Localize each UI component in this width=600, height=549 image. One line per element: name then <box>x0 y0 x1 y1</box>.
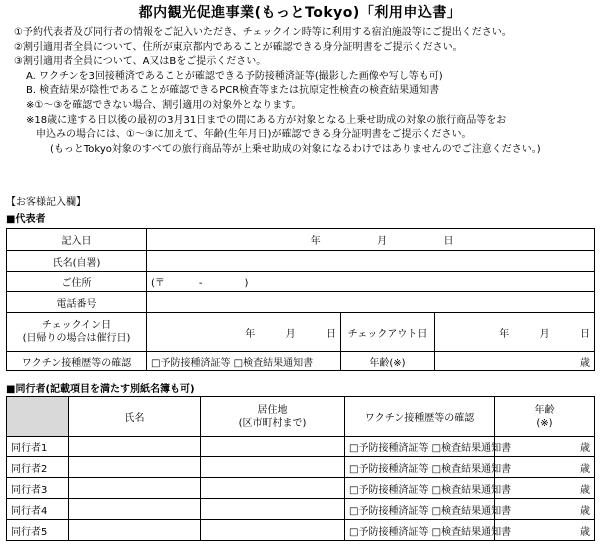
companion-age-field[interactable]: 歳 <box>495 457 595 478</box>
companion-age-field[interactable]: 歳 <box>495 520 595 541</box>
companion-name-field[interactable] <box>69 520 201 541</box>
instruction-line: (もっとTokyo対象のすべての旅行商品等が上乗せ助成の対象になるわけではありませんのでご注意ください。) <box>50 143 541 155</box>
test-result-checkbox[interactable]: □検査結果通知書 <box>431 505 512 517</box>
name-row <box>7 251 595 272</box>
companion-residence-header: 居住地 (区市町村まで) <box>201 397 345 437</box>
vaccine-row <box>7 352 595 371</box>
month-label: 月 <box>377 236 388 247</box>
companion-residence-field[interactable] <box>201 499 345 520</box>
vaccine-cert-checkbox[interactable]: □予防接種済証等 <box>349 484 429 496</box>
companion-header-row <box>7 397 595 437</box>
year-label: 年 <box>310 236 321 247</box>
phone-row <box>7 292 595 313</box>
companion-residence-field[interactable] <box>201 437 345 457</box>
companion-age-field[interactable]: 歳 <box>495 499 595 520</box>
entry-date-row <box>7 229 595 251</box>
checkin-label-line-2: (日帰りの場合は催行日) <box>22 333 131 344</box>
instruction-line: ③割引適用者全員について、A又はBをご提示ください。 <box>14 56 267 68</box>
age-label: 年齢(※) <box>341 352 435 371</box>
checkin-row <box>7 313 595 352</box>
address-row <box>7 272 595 292</box>
companion-name-field[interactable] <box>69 478 201 499</box>
postal-prefix: (〒 <box>151 278 165 289</box>
companion-name-field[interactable] <box>69 499 201 520</box>
companion-age-header: 年齢 (※) <box>495 397 595 437</box>
companion-label: 同行者4 <box>7 499 69 520</box>
instruction-line: ②割引適用者全員について、住所が東京都内であることが確認できる身分証明書をご提示ください。 <box>14 41 463 53</box>
name-label: 氏名(自署) <box>7 251 147 272</box>
checkout-date-field[interactable] <box>435 313 595 352</box>
postal-dash: - <box>198 278 203 289</box>
companion-label: 同行者3 <box>7 478 69 499</box>
instruction-line: ①予約代表者及び同行者の情報をご記入いただき、チェックイン時等に利用する宿泊施設等にご提出ください。 <box>14 27 512 38</box>
test-result-checkbox[interactable]: □検査結果通知書 <box>233 357 314 369</box>
companion-name-field[interactable] <box>69 437 201 457</box>
companion-section-label: ■同行者(記載項目を満たす別紙名簿も可) <box>6 384 195 395</box>
form-title: 都内観光促進事業(もっとTokyo)「利用申込書」 <box>138 5 462 21</box>
postal-suffix: ) <box>244 278 249 289</box>
guest-section-label: 【お客様記入欄】 <box>6 197 86 208</box>
companion-corner-cell <box>7 397 69 437</box>
companion-label: 同行者2 <box>7 457 69 478</box>
day-label: 日 <box>326 328 336 340</box>
companion-table <box>6 396 595 541</box>
vaccine-cert-checkbox[interactable]: □予防接種済証等 <box>349 505 429 517</box>
instruction-line: 申込みの場合には、①～③に加えて、年齢(生年月日)が確認できる身分証明書をご提示ください。 <box>36 129 472 141</box>
entry-date-field[interactable] <box>147 229 595 251</box>
entry-date-label: 記入日 <box>7 229 147 251</box>
checkout-label: チェックアウト日 <box>341 313 435 352</box>
companion-row <box>7 437 595 457</box>
instruction-line: ※18歳に達する日以後の最初の3月31日までの間にある方が対象となる上乗せ助成の対象の旅行商品等をお <box>26 114 507 126</box>
age-unit: 歳 <box>580 357 590 369</box>
checkin-label <box>7 313 147 352</box>
companion-row <box>7 499 595 520</box>
vaccine-cert-checkbox[interactable]: □予防接種済証等 <box>349 463 429 475</box>
vaccine-cert-checkbox[interactable]: □予防接種済証等 <box>349 526 429 538</box>
companion-row <box>7 520 595 541</box>
companion-row <box>7 478 595 499</box>
companion-age-field[interactable]: 歳 <box>495 437 595 457</box>
companion-label: 同行者1 <box>7 437 69 457</box>
companion-vaccine-header: ワクチン接種歴等の確認 <box>345 397 495 437</box>
address-label: ご住所 <box>7 272 147 292</box>
month-label: 月 <box>285 328 296 340</box>
checkin-label-line-1: チェックイン日 <box>41 320 112 331</box>
vaccine-label: ワクチン接種歴等の確認 <box>7 352 147 371</box>
test-result-checkbox[interactable]: □検査結果通知書 <box>431 463 512 475</box>
companion-name-field[interactable] <box>69 457 201 478</box>
instruction-line: A. ワクチンを3回接種済であることが確認できる予防接種済証等(撮影した画像や写し等も可) <box>26 70 443 82</box>
vaccine-cert-checkbox[interactable]: □予防接種済証等 <box>151 357 231 369</box>
companion-vaccine-options <box>345 437 512 457</box>
address-field[interactable] <box>147 272 595 292</box>
day-label: 日 <box>580 328 590 340</box>
companion-vaccine-options <box>345 499 512 520</box>
test-result-checkbox[interactable]: □検査結果通知書 <box>431 443 512 454</box>
companion-label: 同行者5 <box>7 520 69 541</box>
name-field[interactable] <box>147 251 595 272</box>
age-field[interactable] <box>435 352 595 371</box>
checkin-date-field[interactable] <box>147 313 341 352</box>
test-result-checkbox[interactable]: □検査結果通知書 <box>431 526 512 538</box>
day-label: 日 <box>443 236 454 247</box>
companion-vaccine-options <box>345 478 512 499</box>
instruction-line: ※①～③を確認できない場合、割引適用の対象外となります。 <box>26 99 302 111</box>
companion-residence-field[interactable] <box>201 520 345 541</box>
companion-row <box>7 457 595 478</box>
vaccine-cert-checkbox[interactable]: □予防接種済証等 <box>349 443 429 454</box>
representative-table <box>6 228 595 371</box>
companion-age-field[interactable]: 歳 <box>495 478 595 499</box>
companion-vaccine-options <box>345 520 512 541</box>
vaccine-options <box>147 352 341 371</box>
test-result-checkbox[interactable]: □検査結果通知書 <box>431 484 512 496</box>
representative-section-label: ■代表者 <box>6 214 46 225</box>
companion-residence-field[interactable] <box>201 457 345 478</box>
month-label: 月 <box>539 328 550 340</box>
companion-name-header: 氏名 <box>69 397 201 437</box>
companion-vaccine-options <box>345 457 512 478</box>
phone-field[interactable] <box>147 292 595 313</box>
instruction-line: B. 検査結果が陰性であることが確認できるPCR検査等または抗原定性検査の検査結果通知書 <box>26 85 440 97</box>
instructions-block <box>14 26 598 157</box>
companion-residence-field[interactable] <box>201 478 345 499</box>
year-label: 年 <box>499 328 510 340</box>
phone-label: 電話番号 <box>7 292 147 313</box>
year-label: 年 <box>245 328 256 340</box>
